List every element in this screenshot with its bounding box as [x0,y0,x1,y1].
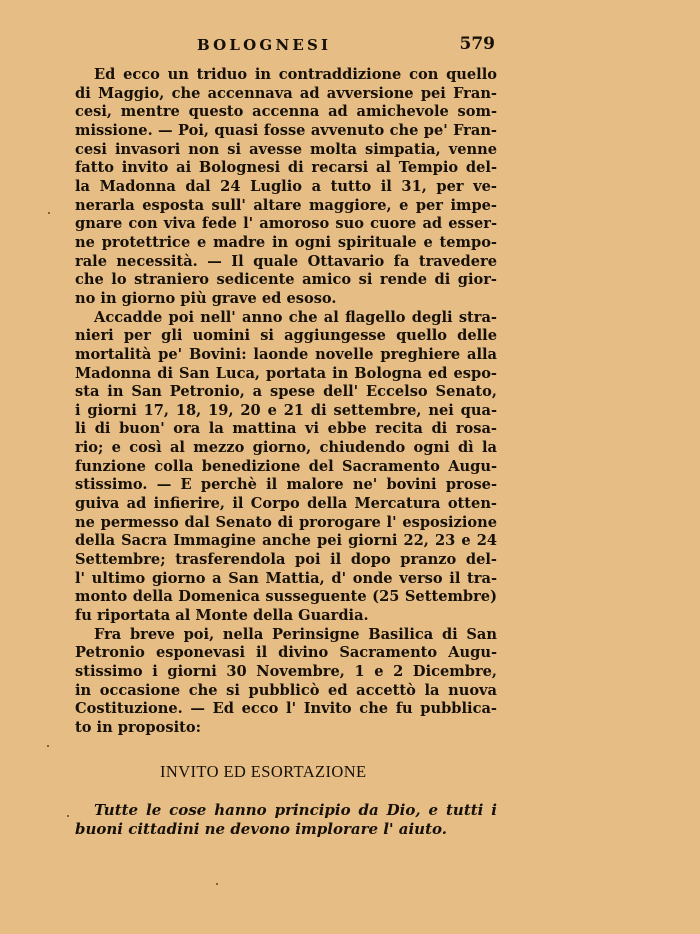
text-line: monto della Domenica susseguente (25 Settembre) [75,588,497,606]
text-line: in occasione che si pubblicò ed accettò la nuova [75,681,497,699]
paper-speck [47,745,49,747]
text-line: rale necessità. — Il quale Ottavario fa travedere [75,252,497,270]
text-line: Costituzione. — Ed ecco l' Invito che fu pubblica- [75,700,497,718]
text-line: Fra breve poi, nella Perinsigne Basilica di San [94,625,497,643]
text-line: cesi invasori non si avesse molta simpatia, venne [75,140,497,158]
text-line: stissimo i giorni 30 Novembre, 1 e 2 Dicembre, [75,663,497,680]
motto-line: buoni cittadini ne devono implorare l' aiuto. [75,820,447,838]
text-line: ne protettrice e madre in ogni spirituale e tempo- [75,233,497,251]
text-line: nieri per gli uomini si aggiungesse quello delle [75,327,497,345]
text-line: i giorni 17, 18, 19, 20 e 21 di settembre, nei qua- [75,401,497,419]
text-line: che lo straniero sedicente amico si rende di gior- [75,271,497,289]
text-line: fatto invito ai Bolognesi di recarsi al Tempio del- [75,159,497,177]
page-number: 579 [459,34,495,54]
text-line: missione. — Poi, quasi fosse avvenuto che pe' Fran- [75,121,497,139]
motto-line: Tutte le cose hanno principio da Dio, e tutti i [94,801,497,819]
text-line: della Sacra Immagine anche pei giorni 22, 23 e 24 [75,532,497,550]
text-line: gnare con viva fede l' amoroso suo cuore ad esser- [75,215,497,233]
text-line: li di buon' ora la mattina vi ebbe recita di rosa- [75,420,497,438]
page-header [75,32,495,60]
section-title: INVITO ED ESORTAZIONE [160,762,367,781]
running-head: BOLOGNESI [197,36,332,54]
text-line: sta in San Petronio, a spese dell' Eccelso Senato, [75,383,497,401]
text-line: di Maggio, che accennava ad avversione pei Fran- [75,84,497,102]
text-line: la Madonna dal 24 Luglio a tutto il 31, per ve- [75,177,497,195]
text-line: nerarla esposta sull' altare maggiore, e per impe- [75,196,497,214]
text-line: Accadde poi nell' anno che al flagello degli stra- [94,308,497,326]
paragraph [75,626,497,738]
text-line: l' ultimo giorno a San Mattia, d' onde verso il tra- [75,569,497,587]
text-line: guiva ad infierire, il Corpo della Mercatura otten- [75,495,497,513]
body-text [75,66,497,738]
text-line: Madonna di San Luca, portata in Bologna ed espo- [75,364,497,382]
text-line: Ed ecco un triduo in contraddizione con quello [94,66,497,83]
text-line: Petronio esponevasi il divino Sacramento Augu- [75,644,497,662]
paper-speck [216,883,218,885]
paragraph [75,309,497,626]
text-line: cesi, mentre questo accenna ad amichevole som- [75,103,497,121]
motto [75,801,497,839]
text-line: rio; e così al mezzo giorno, chiudendo ogni dì la [75,439,497,457]
text-line: stissimo. — E perchè il malore ne' bovini prose- [75,476,497,494]
text-line: to in proposito: [75,718,201,736]
text-line: no in giorno più grave ed esoso. [75,289,337,307]
text-line: fu riportata al Monte della Guardia. [75,607,369,625]
paper-speck [67,815,69,817]
paper-speck [48,212,50,214]
text-line: ne permesso dal Senato di prorogare l' esposizione [75,513,497,531]
text-line: Settembre; trasferendola poi il dopo pranzo del- [75,551,497,569]
text-line: mortalità pe' Bovini: laonde novelle preghiere alla [75,345,497,363]
text-line: funzione colla benedizione del Sacramento Augu- [75,457,497,475]
paragraph [75,66,497,309]
